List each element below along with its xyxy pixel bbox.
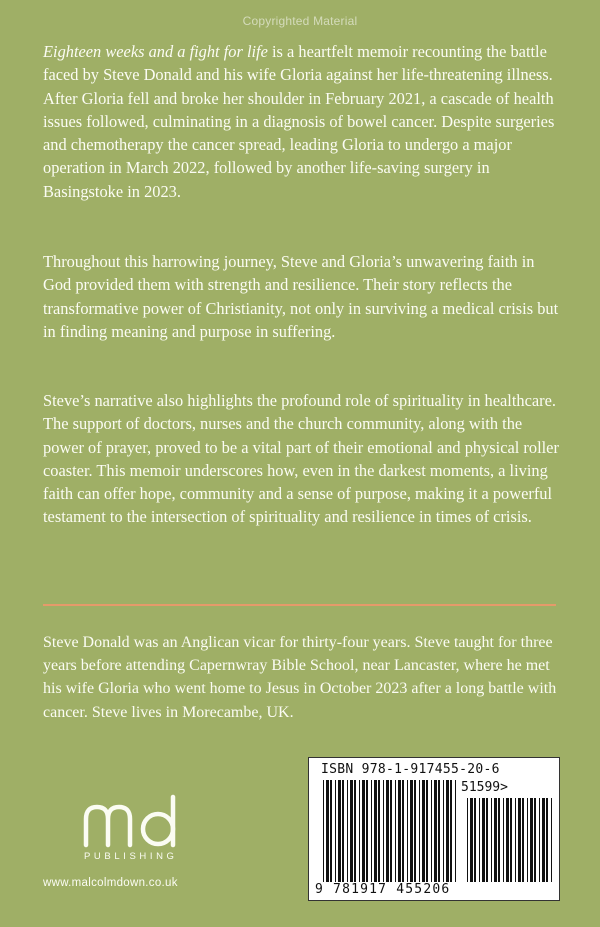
blurb-paragraph-1-text: is a heartfelt memoir recounting the battle faced by Steve Donald and his wife Gloria against her life-threatening illness. After Gloria fell and broke her shoulder in February 2021, a cascade of health issues followed, culminating in a diagnosis of bowel cancer. Despite surgeries and chemotherapy the cancer spread, leading Gloria to undergo a major operation in March 2022, followed by another life-saving surgery in Basingstoke in 2023. (43, 42, 555, 201)
blurb-paragraph-1 (43, 40, 563, 203)
section-divider (43, 604, 556, 606)
blurb-paragraph-3: Steve’s narrative also highlights the profound role of spirituality in healthcare. The support of doctors, nurses and the church community, along with the power of prayer, proved to be a vital part of their emotional and physical roller coaster. This memoir underscores how, even in the darkest moments, a living faith can offer hope, community and a sense of purpose, making it a powerful testament to the intersection of spirituality and resilience in times of crisis. (43, 391, 559, 527)
barcode-icon (309, 758, 561, 902)
copyright-watermark: Copyrighted Material (242, 14, 358, 28)
blurb-paragraph-2: Throughout this harrowing journey, Steve and Gloria’s unwavering faith in God provided them with strength and resilience. Their story reflects the transformative power of Christianity, not only in surviving a medical crisis but in finding meaning and purpose in suffering. (43, 252, 559, 341)
barcode-panel (308, 757, 560, 901)
ean-digits: 9 781917 455206 (315, 882, 451, 897)
price-code: 51599> (461, 780, 508, 795)
author-bio: Steve Donald was an Anglican vicar for thirty-four years. Steve taught for three years before attending Capernwray Bible School, near Lancaster, where he met his wife Gloria who went home to Jesus in October 2023 after a long battle with cancer. Steve lives in Morecambe, UK. (43, 634, 557, 721)
publisher-name: PUBLISHING (84, 851, 178, 862)
publisher-website: www.malcolmdown.co.uk (43, 877, 178, 889)
book-title: Eighteen weeks and a fight for life (43, 42, 268, 61)
isbn-label: ISBN 978-1-917455-20-6 (321, 762, 500, 777)
